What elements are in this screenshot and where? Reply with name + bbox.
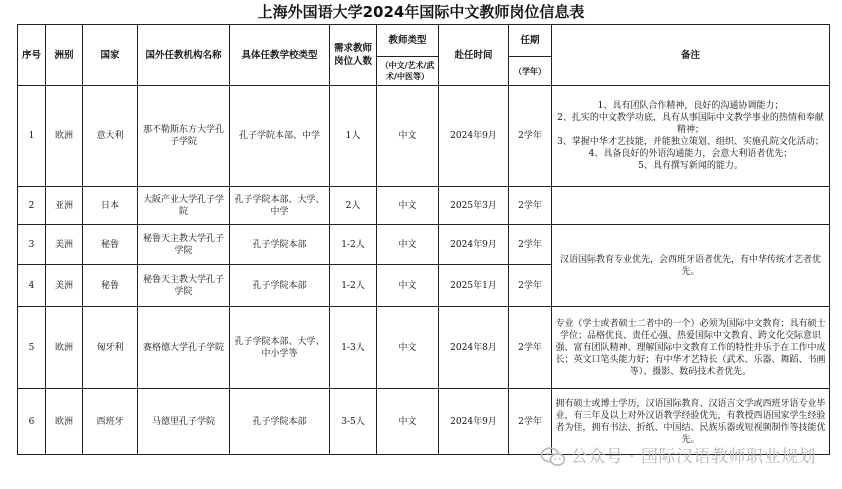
cell-seq: 5 — [18, 307, 46, 389]
cell-country: 匈牙利 — [83, 307, 138, 389]
header-school-type: 具体任教学校类型 — [230, 25, 330, 86]
cell-count: 1-2人 — [330, 225, 377, 265]
cell-seq: 2 — [18, 187, 46, 225]
cell-remarks: 拥有硕士或博士学历，汉语国际教育、汉语言文学或西班牙语专业毕业，有三年及以上对外汉语教学经验优先，有教授西语国家学生经验者为佳，拥有书法、折纸、中国结、民族乐器或短视频制作等技能优先。 — [552, 389, 830, 455]
cell-remarks: 专业（学士或者硕士二者中的一个）必须为国际中文教育；具有硕士学位；品格优良、责任心强、热爱国际中文教育、跨文化交际意识强、富有团队精神、理解国际中文教育工作的特性并乐于在工作中成长；英文口笔头能力好；有中华才艺特长（武术、乐器、舞蹈、书画等）、摄影、数码技术者优先。 — [552, 307, 830, 389]
page-title: 上海外国语大学2024年国际中文教师岗位信息表 — [257, 3, 585, 21]
cell-term: 2学年 — [509, 307, 552, 389]
cell-seq: 1 — [18, 86, 46, 187]
cell-continent: 欧洲 — [46, 86, 83, 187]
cell-term: 2学年 — [509, 86, 552, 187]
cell-teacher-type: 中文 — [377, 225, 439, 265]
cell-seq: 4 — [18, 265, 46, 307]
header-teacher-type-sub: （中文/艺术/武术/中医等） — [377, 57, 439, 86]
header-term-unit: （学年） — [509, 57, 552, 86]
cell-count: 3-5人 — [330, 389, 377, 455]
cell-count: 2人 — [330, 187, 377, 225]
table-row — [18, 86, 830, 187]
cell-continent: 美洲 — [46, 225, 83, 265]
cell-institution: 秘鲁天主教大学孔子学院 — [138, 225, 230, 265]
header-term: 任期 — [509, 25, 552, 57]
cell-school-type: 孔子学院本部、中学 — [230, 86, 330, 187]
cell-start-time: 2024年9月 — [439, 225, 509, 265]
cell-teacher-type: 中文 — [377, 187, 439, 225]
cell-country: 日本 — [83, 187, 138, 225]
header-country: 国家 — [83, 25, 138, 86]
header-continent: 洲别 — [46, 25, 83, 86]
cell-continent: 亚洲 — [46, 187, 83, 225]
cell-remarks — [552, 187, 830, 225]
cell-institution: 秘鲁天主教大学孔子学院 — [138, 265, 230, 307]
cell-term: 2学年 — [509, 225, 552, 265]
cell-country: 西班牙 — [83, 389, 138, 455]
cell-start-time: 2024年9月 — [439, 389, 509, 455]
cell-remarks: 汉语国际教育专业优先，会西班牙语者优先，有中华传统才艺者优先。 — [552, 225, 830, 307]
remark-line: 1、具有团队合作精神，良好的沟通协调能力； — [597, 101, 784, 111]
cell-school-type: 孔子学院本部、大学、中小学等 — [230, 307, 330, 389]
watermark — [540, 446, 816, 468]
header-institution: 国外任教机构名称 — [138, 25, 230, 86]
table-row — [18, 187, 830, 225]
cell-institution: 那不勒斯东方大学孔子学院 — [138, 86, 230, 187]
cell-term: 2学年 — [509, 265, 552, 307]
table-row — [18, 307, 830, 389]
cell-school-type: 孔子学院本部 — [230, 389, 330, 455]
job-info-table — [17, 24, 830, 455]
cell-country: 意大利 — [83, 86, 138, 187]
cell-count: 1-3人 — [330, 307, 377, 389]
cell-start-time: 2025年1月 — [439, 265, 509, 307]
cell-teacher-type: 中文 — [377, 307, 439, 389]
cell-count: 1人 — [330, 86, 377, 187]
cell-term: 2学年 — [509, 389, 552, 455]
remark-line: 4、具备良好的外语沟通能力，会意大利语者优先； — [588, 149, 793, 159]
cell-seq: 6 — [18, 389, 46, 455]
cell-teacher-type: 中文 — [377, 86, 439, 187]
cell-seq: 3 — [18, 225, 46, 265]
wechat-icon — [540, 447, 566, 467]
cell-teacher-type: 中文 — [377, 265, 439, 307]
cell-country: 秘鲁 — [83, 225, 138, 265]
cell-institution: 大阪产业大学孔子学院 — [138, 187, 230, 225]
header-teacher-type: 教师类型 — [377, 25, 439, 57]
header-count: 需求教师岗位人数 — [330, 25, 377, 86]
cell-start-time: 2024年8月 — [439, 307, 509, 389]
cell-continent: 欧洲 — [46, 307, 83, 389]
cell-teacher-type: 中文 — [377, 389, 439, 455]
remark-line: 5、具有撰写新闻的能力。 — [638, 161, 743, 171]
cell-school-type: 孔子学院本部、大学、中学 — [230, 187, 330, 225]
table-row — [18, 389, 830, 455]
cell-continent: 欧洲 — [46, 389, 83, 455]
remark-line: 2、扎实的中文教学功底，具有从事国际中文教学事业的热情和奉献精神； — [557, 113, 824, 135]
table-row — [18, 225, 830, 265]
cell-institution: 马德里孔子学院 — [138, 389, 230, 455]
cell-continent: 美洲 — [46, 265, 83, 307]
header-start-time: 赴任时间 — [439, 25, 509, 86]
cell-school-type: 孔子学院本部 — [230, 225, 330, 265]
cell-start-time: 2024年9月 — [439, 86, 509, 187]
cell-institution: 赛格德大学孔子学院 — [138, 307, 230, 389]
cell-school-type: 孔子学院本部 — [230, 265, 330, 307]
cell-remarks — [552, 86, 830, 187]
header-seq: 序号 — [18, 25, 46, 86]
remark-line: 3、掌握中华才艺技能，并能独立策划、组织、实施孔院文化活动； — [557, 137, 824, 147]
watermark-text: 公众号 · 国际汉语教师职业规划 — [570, 447, 816, 467]
cell-count: 1-2人 — [330, 265, 377, 307]
header-remarks: 备注 — [552, 25, 830, 86]
cell-term: 2学年 — [509, 187, 552, 225]
cell-start-time: 2025年3月 — [439, 187, 509, 225]
cell-country: 秘鲁 — [83, 265, 138, 307]
